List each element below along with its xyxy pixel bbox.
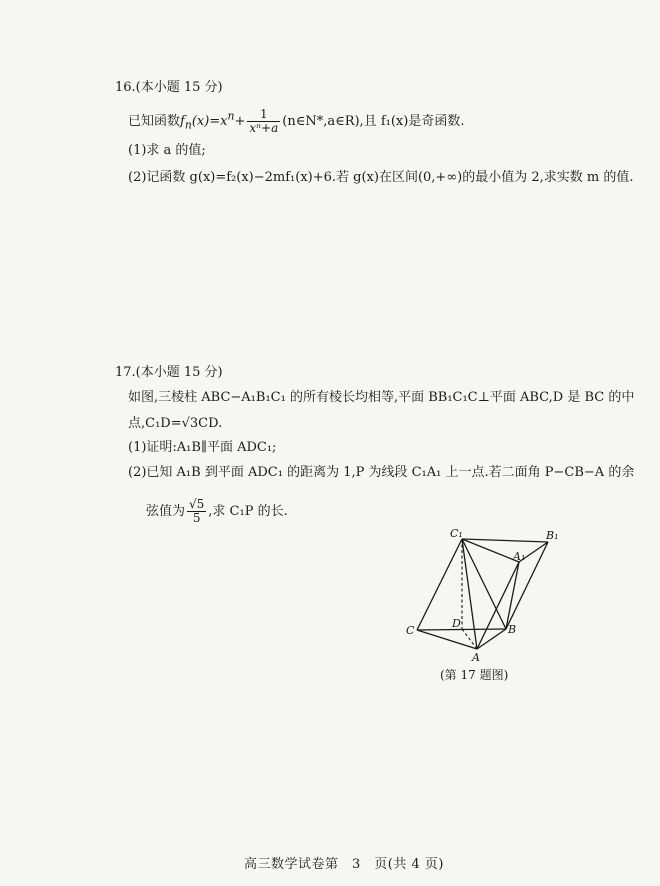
q16-stem xyxy=(128,108,464,135)
prism-figure xyxy=(400,525,570,685)
figure-caption: (第 17 题图) xyxy=(440,668,509,682)
page-footer: 高三数学试卷第 3 页(共 4 页) xyxy=(244,857,444,872)
label-a: A xyxy=(472,651,480,664)
q17-part1: (1)证明:A₁B∥平面 ADC₁; xyxy=(128,440,277,455)
q17-part2-pre: 弦值为 xyxy=(146,504,186,519)
q17-stem-line2: 点,C₁D=√3CD. xyxy=(128,416,223,431)
label-a1: A₁ xyxy=(513,550,526,563)
q16-stem-before: 已知函数 xyxy=(128,114,181,129)
edge-c-a xyxy=(417,630,477,649)
q16-part1: (1)求 a 的值; xyxy=(128,143,206,158)
q17-stem-line1: 如图,三棱柱 ABC−A₁B₁C₁ 的所有棱长均相等,平面 BB₁C₁C⊥平面 ABC,D 是 BC 的中 xyxy=(128,390,635,405)
label-b: B xyxy=(508,623,517,636)
q17-frac-den: 5 xyxy=(192,511,201,525)
label-b1: B₁ xyxy=(546,529,559,542)
label-d: D xyxy=(452,617,461,630)
q17-part2-line1: (2)已知 A₁B 到平面 ADC₁ 的距离为 1,P 为线段 C₁A₁ 上一点.若二面角 P−CB−A 的余 xyxy=(128,465,635,480)
edge-c1-b1 xyxy=(462,539,548,542)
label-c: C xyxy=(406,624,415,637)
edge-c1-a1 xyxy=(462,539,519,562)
q16-func-sup: n xyxy=(227,109,235,123)
q16-frac-den: xⁿ+a xyxy=(249,121,279,135)
q16-func-eq: (x)=x xyxy=(191,114,228,129)
q17-part2-post: ,求 C₁P 的长. xyxy=(208,504,288,519)
q16-func-sub: n xyxy=(184,118,192,132)
q16-fraction xyxy=(247,108,280,135)
label-c1: C₁ xyxy=(450,527,463,540)
edge-c-b xyxy=(417,629,506,630)
q16-part2: (2)记函数 g(x)=f₂(x)−2mf₁(x)+6.若 g(x)在区间(0,+∞)的最小值为 2,求实数 m 的值. xyxy=(128,170,634,185)
q16-plus: + xyxy=(234,114,246,129)
q17-header: 17.(本小题 15 分) xyxy=(115,365,223,380)
q17-part2-line2 xyxy=(146,498,288,525)
prism-diagram xyxy=(400,525,570,685)
q17-fraction xyxy=(187,498,206,525)
q16-frac-num: 1 xyxy=(247,108,280,122)
q16-stem-after: (n∈N*,a∈R),且 f₁(x)是奇函数. xyxy=(282,114,465,129)
q16-header: 16.(本小题 15 分) xyxy=(115,80,223,95)
q17-frac-num: √5 xyxy=(189,497,205,511)
edge-a1-b xyxy=(506,562,519,629)
q16-func-f: f xyxy=(180,114,185,129)
